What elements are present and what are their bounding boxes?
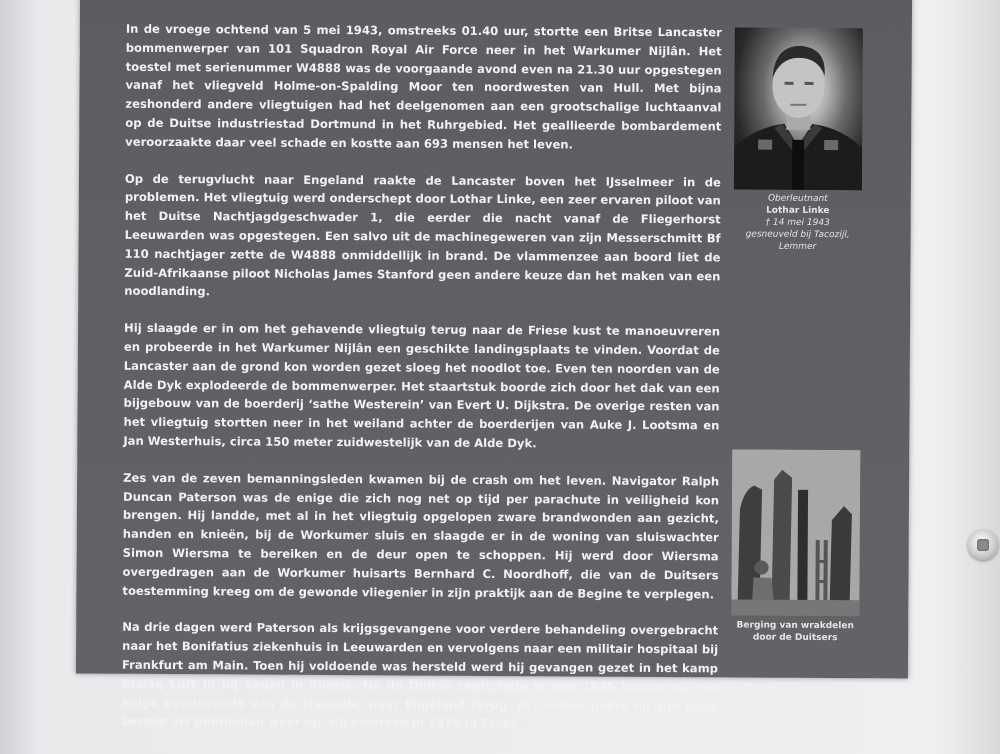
- caption-name: Lothar Linke: [766, 205, 830, 217]
- paragraph: Hij slaagde er in om het gehavende vliegtuig terug naar de Friese kust te manoeuvreren en probeerde in het Warkumer Nijlân een geschikte landingsplaats te vinden. Voordat de Lancaster aan de grond kon worden gezet sloeg het noodlot toe. Even ten noorden van de Alde Dyk explodeerde de bommenwerper. Het staartstuk boorde zich door het dak van een bijgebouw van de boerderij ‘sathe Westerein’ van Evert U. Dijkstra. De overige resten van het vliegtuig stortten neer in het weiland achter de boerderijen van Auke J. Lootsma en Jan Westerhuis, circa 150 meter zuidwestelijk van de Alde Dyk.: [123, 320, 721, 451]
- mounting-bolt: [968, 530, 998, 560]
- info-plaque: [76, 0, 912, 731]
- portrait-photo: [734, 27, 863, 190]
- caption-line: Berging van wrakdelen: [736, 620, 854, 632]
- bolt-head-icon: [977, 539, 989, 551]
- caption-place: gesneuveld bij Tacozijl,: [745, 229, 850, 241]
- wreckage-caption: [726, 619, 864, 644]
- caption-rank: Oberleutnant: [767, 193, 828, 205]
- caption-death: † 14 mei 1943: [765, 217, 830, 229]
- plaque-text: [121, 20, 721, 753]
- paragraph: Op de terugvlucht naar Engeland raakte de Lancaster boven het IJsselmeer in de problemen. Het vliegtuig werd onderschept door Lothar Linke, een zeer ervaren piloot van het Duitse Nachtjagdgeschwader 1, die eerder die nacht vanaf de Fliegerhorst Leeuwarden was opgestegen. Een salvo uit de machinegeweren van zijn Messerschmitt Bf 110 nachtjager zette de W4888 onmiddellijk in brand. De vlammenzee aan boord liet de Zuid-Afrikaanse piloot Nicholas James Stanford geen andere keuze dan het maken van een noodlanding.: [124, 171, 721, 299]
- paragraph: Na drie dagen werd Paterson als krijgsgevangene voor verdere behandeling overgebracht naar het Bonifatius ziekenhuis in Leeuwarden en vervolgens naar een militair hospitaal bij Frankfurt am Main. Toen hij voldoende was hersteld werd hij gevangen gezet in het kamp Stalag Luft III bij Sagan in Silezië. Na de Duitse capitulatie in mei 1945 keerde hij, als enige overlevende van de tragedie, naar Engeland terug. In Londen pakte hij zijn oude beroep als politieman weer op. Hij overleed in 1978 in Essex.: [121, 620, 719, 731]
- caption-place: Lemmer: [778, 241, 817, 252]
- portrait-caption: [729, 192, 867, 253]
- paragraph: In de vroege ochtend van 5 mei 1943, omstreeks 01.40 uur, stortte een Britse Lancaster bommenwerper van 101 Squadron Royal Air Force neer in het Warkumer Nijlân. Het toestel met serienummer W4888 was de voorgaande avond even na 21.30 uur opgestegen vanaf het vliegveld Holme-on-Spalding Moor ten noordwesten van Hull. Met bijna zeshonderd andere vliegtuigen had het deelgenomen aan een grootschalige luchtaanval op de Duitse industriestad Dortmund in het Ruhrgebied. Het geallieerde bombardement veroorzaakte daar veel schade en kostte aan 693 mensen het leven.: [125, 21, 722, 152]
- caption-line: door de Duitsers: [752, 632, 838, 644]
- paragraph: Zes van de zeven bemanningsleden kwamen bij de crash om het leven. Navigator Ralph Duncan Paterson was de enige die zich nog net op tijd per parachute in veiligheid kon brengen. Hij landde, met al in het vliegtuig opgelopen zware brandwonden aan gezicht, handen en knieën, bij de Workumer sluis en slaagde er in de woning van sluiswachter Simon Wiersma te bereiken en de deur open te schoppen. Hij werd door Wiersma overgedragen aan de Workumer huisarts Bernhard C. Noordhoff, die van de Duitsers toestemming kreeg om de gewonde vliegenier in zijn praktijk aan de Begine te verplegen.: [122, 470, 720, 601]
- wreckage-photo: [731, 449, 860, 616]
